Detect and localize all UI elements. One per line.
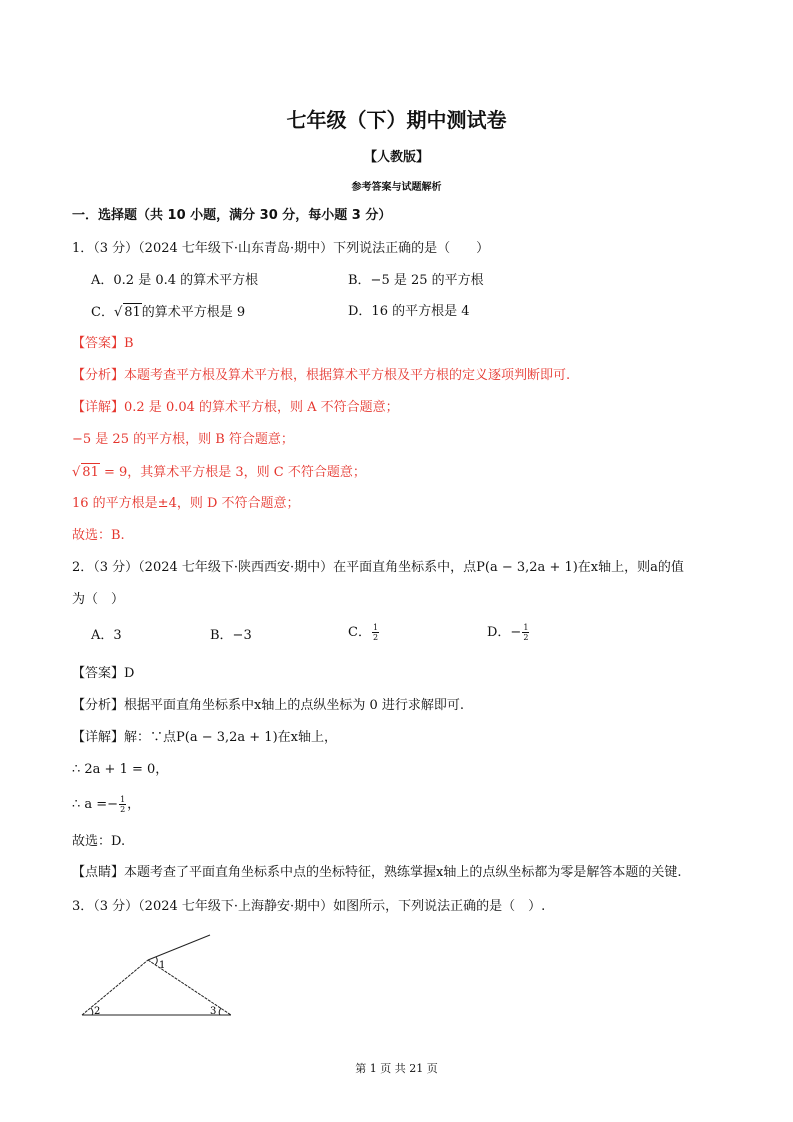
q1-option-c [91, 303, 245, 322]
angle-3-label: 3 [210, 1006, 217, 1017]
q1-option-c-prefix: C． [91, 305, 114, 320]
angle-1-label: 1 [159, 960, 166, 971]
sqrt-icon: √ [113, 305, 123, 320]
q2-choose: 故选：D. [72, 834, 126, 849]
q2-detail-3-suffix: ， [127, 797, 141, 812]
triangle-left-side [82, 960, 148, 1015]
angle-1-arc [155, 957, 157, 965]
q1-choose: 故选：B. [72, 528, 125, 543]
q1-detail-4: 16 的平方根是±4，则 D 不符合题意； [72, 496, 300, 511]
q1-detail-3 [72, 463, 366, 482]
q2-option-d-fraction [522, 623, 529, 642]
fraction-denominator: 2 [523, 633, 529, 642]
q1-stem: 1．（3 分）（2024 七年级下·山东青岛·期中）下列说法正确的是（ ） [72, 241, 490, 256]
q1-option-b: B．−5 是 25 的平方根 [348, 273, 484, 288]
extension-ray [148, 935, 210, 960]
angle-3-arc [219, 1008, 221, 1015]
fraction-numerator: 1 [523, 623, 529, 632]
sqrt-icon: √ [72, 465, 81, 480]
q1-option-a: A．0.2 是 0.4 的算术平方根 [91, 273, 259, 288]
q2-option-c-prefix: C． [348, 625, 371, 640]
q1-analysis: 【分析】本题考查平方根及算术平方根，根据算术平方根及平方根的定义逐项判断即可. [72, 368, 571, 383]
page-footer: 第 1 页 共 21 页 [355, 1062, 438, 1075]
document-caption: 参考答案与试题解析 [351, 182, 442, 193]
angle-2-label: 2 [94, 1006, 101, 1017]
q2-option-d-prefix: D．− [487, 625, 522, 640]
fraction-denominator: 2 [120, 805, 126, 814]
q1-detail-2: −5 是 25 的平方根，则 B 符合题意； [72, 432, 294, 447]
fraction-numerator: 1 [372, 623, 379, 632]
q3-stem: 3．（3 分）（2024 七年级下·上海静安·期中）如图所示，下列说法正确的是（ ）. [72, 899, 546, 914]
section-heading: 一．选择题（共 10 小题，满分 30 分，每小题 3 分） [72, 208, 392, 223]
q3-triangle-figure [76, 928, 236, 1024]
fraction-numerator: 1 [120, 795, 126, 804]
angle-2-arc [91, 1008, 93, 1015]
q2-option-c-fraction [372, 623, 379, 642]
q2-option-b: B．−3 [210, 628, 252, 643]
q1-detail-3-rest: = 9，其算术平方根是 3，则 C 不符合题意； [99, 465, 366, 480]
q1-option-c-radicand: 81 [124, 305, 141, 320]
q2-detail-3 [72, 795, 140, 814]
q1-detail-1: 【详解】0.2 是 0.04 的算术平方根，则 A 不符合题意； [72, 400, 399, 415]
document-title: 七年级（下）期中测试卷 [286, 108, 507, 132]
q2-stem-1: 2．（3 分）（2024 七年级下·陕西西安·期中）在平面直角坐标系中，点P(a − 3,2a + 1)在x轴上，则a的值 [72, 560, 684, 575]
q2-option-c [348, 623, 380, 642]
q2-detail-1: 【详解】解：∵点P(a − 3,2a + 1)在x轴上， [72, 730, 337, 745]
q1-answer: 【答案】B [72, 336, 134, 351]
q2-answer: 【答案】D [72, 666, 135, 681]
q2-option-d [487, 623, 530, 642]
q1-detail-3-radicand: 81 [82, 465, 99, 480]
q2-stem-2: 为（ ） [72, 592, 125, 607]
q2-detail-3-prefix: ∴ a =− [72, 797, 119, 812]
q2-detail-2: ∴ 2a + 1 = 0， [72, 762, 169, 777]
q2-comment: 【点睛】本题考查了平面直角坐标系中点的坐标特征，熟练掌握x轴上的点纵坐标都为零是解答本题的关键. [72, 865, 682, 880]
q2-detail-3-fraction [119, 795, 126, 814]
q1-option-d: D．16 的平方根是 4 [348, 304, 470, 319]
document-subtitle: 【人教版】 [363, 150, 429, 165]
q2-option-a: A．3 [91, 628, 122, 643]
q2-analysis: 【分析】根据平面直角坐标系中x轴上的点纵坐标为 0 进行求解即可. [72, 698, 464, 713]
q1-option-c-suffix: 的算术平方根是 9 [141, 305, 246, 320]
fraction-denominator: 2 [372, 633, 379, 642]
